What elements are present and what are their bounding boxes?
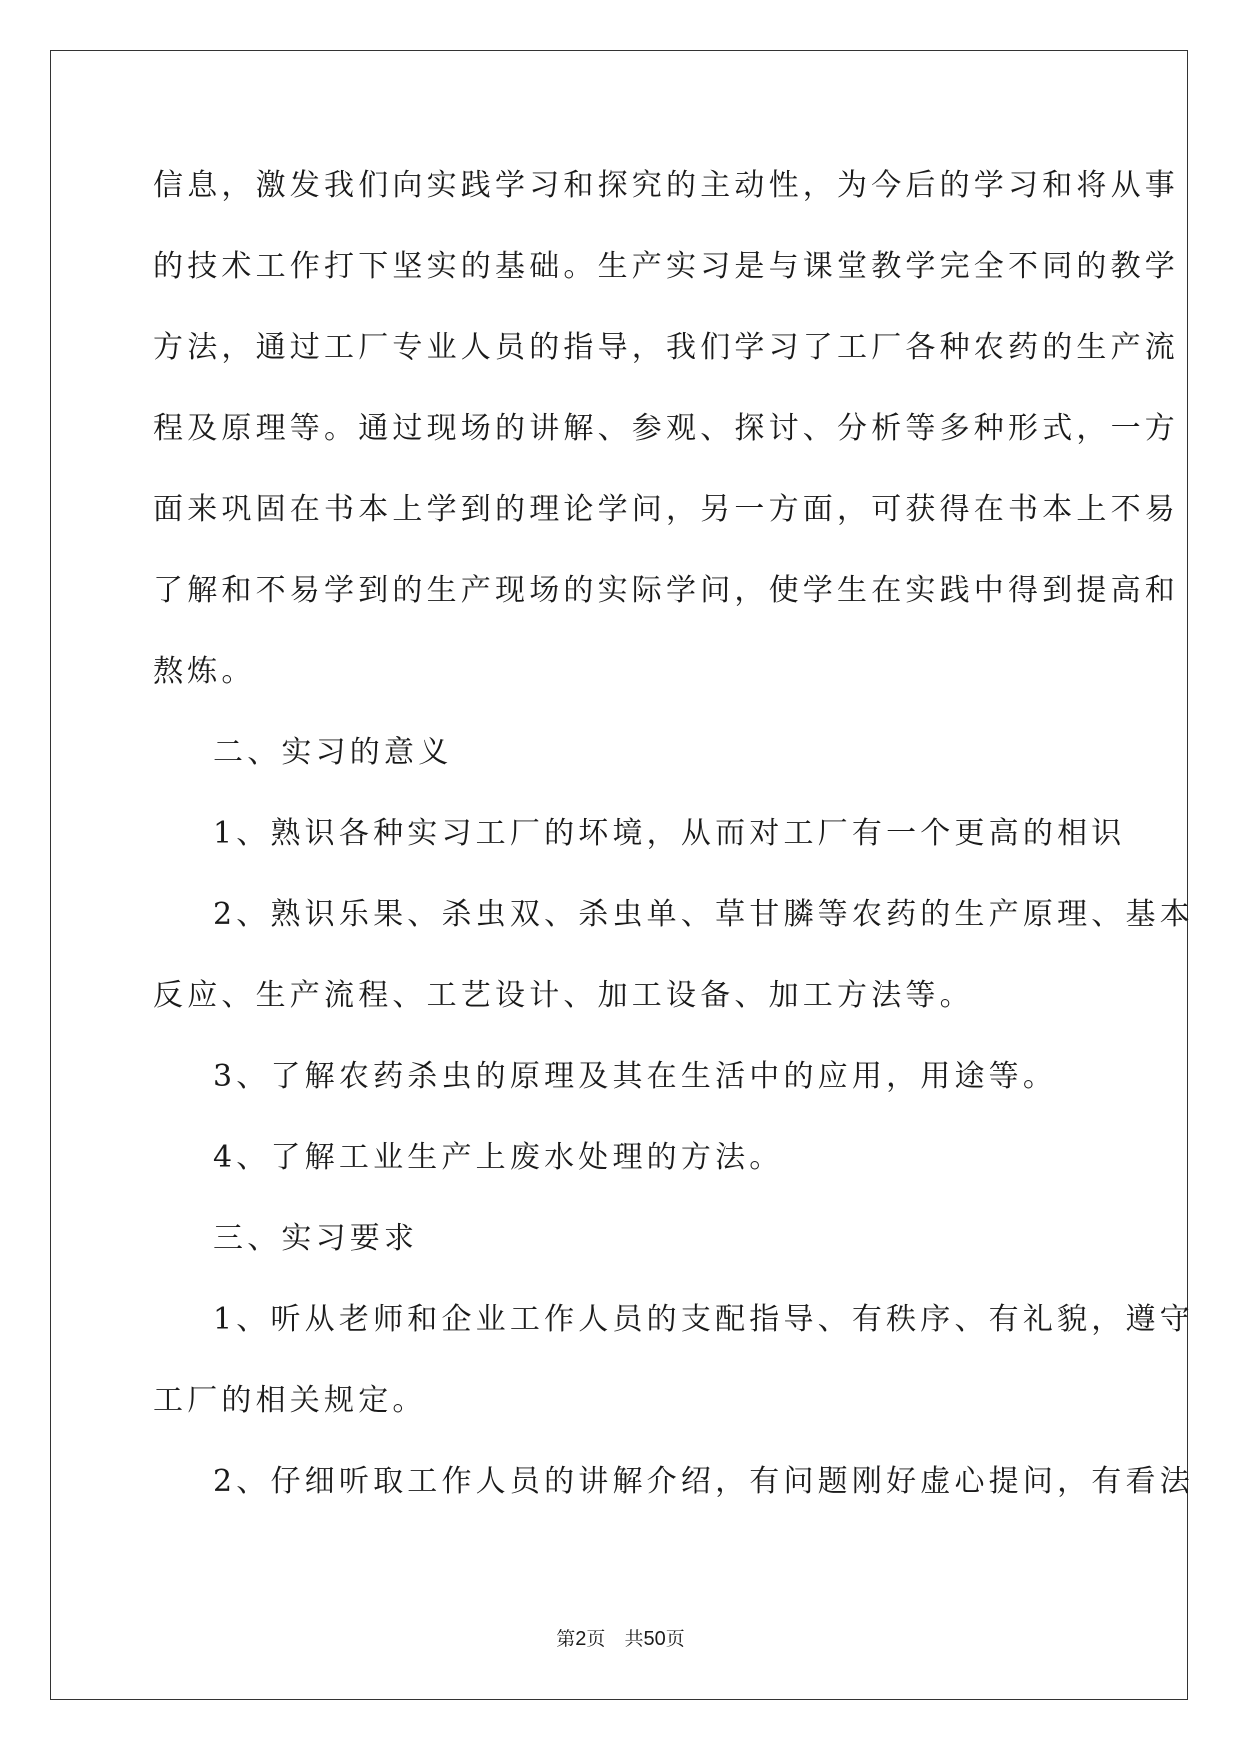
paragraph-line: 的技术工作打下坚实的基础。生产实习是与课堂教学完全不同的教学 bbox=[153, 249, 1179, 284]
page-unit: 页 bbox=[586, 1628, 606, 1650]
list-item-continuation: 工厂的相关规定。 bbox=[153, 1383, 427, 1418]
paragraph-line: 熬炼。 bbox=[153, 654, 256, 689]
section-heading: 二、实习的意义 bbox=[213, 735, 453, 770]
total-pages: 50 bbox=[643, 1628, 666, 1650]
paragraph-line: 信息，激发我们向实践学习和探究的主动性，为今后的学习和将从事 bbox=[153, 168, 1179, 203]
page-footer bbox=[0, 1627, 1241, 1651]
list-item: 1、听从老师和企业工作人员的支配指导、有秩序、有礼貌，遵守 bbox=[213, 1302, 1194, 1337]
total-prefix: 共 bbox=[624, 1628, 644, 1650]
list-item: 2、仔细听取工作人员的讲解介绍，有问题刚好虚心提问，有看法 bbox=[213, 1464, 1194, 1499]
page-number: 2 bbox=[575, 1628, 587, 1650]
paragraph-line: 程及原理等。通过现场的讲解、参观、探讨、分析等多种形式，一方 bbox=[153, 411, 1179, 446]
list-item: 3、了解农药杀虫的原理及其在生活中的应用，用途等。 bbox=[213, 1059, 1058, 1094]
list-item: 2、熟识乐果、杀虫双、杀虫单、草甘膦等农药的生产原理、基本 bbox=[213, 897, 1194, 932]
page-border bbox=[50, 50, 1188, 1700]
paragraph-line: 面来巩固在书本上学到的理论学问，另一方面，可获得在书本上不易 bbox=[153, 492, 1179, 527]
list-item: 4、了解工业生产上废水处理的方法。 bbox=[213, 1140, 784, 1175]
paragraph-line: 了解和不易学到的生产现场的实际学问，使学生在实践中得到提高和 bbox=[153, 573, 1179, 608]
list-item: 1、熟识各种实习工厂的坏境，从而对工厂有一个更高的相识 bbox=[213, 816, 1126, 851]
paragraph-line: 方法，通过工厂专业人员的指导，我们学习了工厂各种农药的生产流 bbox=[153, 330, 1179, 365]
list-item-continuation: 反应、生产流程、工艺设计、加工设备、加工方法等。 bbox=[153, 978, 974, 1013]
section-heading: 三、实习要求 bbox=[213, 1221, 419, 1256]
page-prefix: 第 bbox=[556, 1628, 576, 1650]
total-unit: 页 bbox=[665, 1628, 685, 1650]
